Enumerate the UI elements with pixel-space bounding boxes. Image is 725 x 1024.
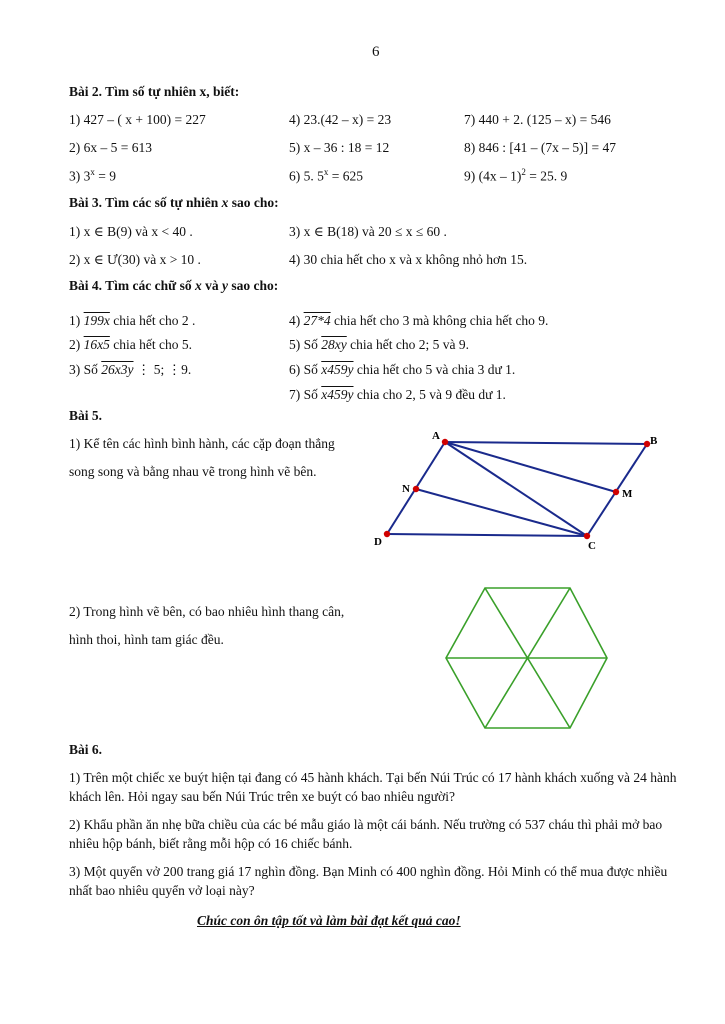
bai2-item-1: 1) 427 – ( x + 100) = 227 [69, 112, 206, 127]
segment-am [445, 442, 616, 492]
bai2-item-6: 6) 5. $5^x = 625$ [289, 167, 363, 184]
bai4-item-5: 5) Số 28xy chia hết cho 2; 5 và 9. [289, 337, 469, 352]
bai5-q1-line1: 1) Kể tên các hình bình hành, các cặp đoạn thẳng [69, 436, 335, 451]
bai3-item-4: 4) 30 chia hết cho x và x không nhỏ hơn 15. [289, 252, 528, 267]
bai4-item-4: 4) 27*4 chia hết cho 3 mà không chia hết cho 9. [289, 313, 549, 328]
label-b: B [650, 435, 658, 447]
bai2-item-2: 2) 6x – 5 = 613 [69, 140, 152, 155]
figure2-segments [446, 588, 607, 728]
bai5-q1-line2: song song và bằng nhau vẽ trong hình vẽ bên. [69, 464, 317, 479]
segment-ab [445, 442, 647, 444]
parallelogram-figure [370, 426, 670, 556]
label-d: D [374, 536, 382, 548]
label-n: N [402, 483, 410, 495]
point-m [613, 489, 619, 495]
bai4-item-6: 6) Số x459y chia hết cho 5 và chia 3 dư 1. [289, 362, 516, 377]
bai5-heading: Bài 5. [69, 408, 103, 423]
bai2-heading: Bài 2. Tìm số tự nhiên x, biết: [69, 84, 240, 99]
bai5-q2-line1: 2) Trong hình vẽ bên, có bao nhiêu hình thang cân, [69, 604, 345, 619]
label-m: M [622, 488, 633, 500]
bai3-item-3: 3) x ∈ B(18) và 20 ≤ x ≤ 60 . [289, 224, 447, 239]
bai2-item-9: 9) (4x – 1)$^2$ = 25. 9 [464, 167, 568, 184]
bai4-item-7: 7) Số x459y chia cho 2, 5 và 9 đều dư 1. [289, 387, 506, 402]
bai6-heading: Bài 6. [69, 742, 103, 757]
bai6-problem-2: 2) Khẩu phần ăn nhẹ bữa chiều của các bé mẫu giáo là một cái bánh. Nếu trường có 537 cháu thì phải mở bao nhiêu hộp bánh, biết rằng mỗi hộp có 16 chiếc bánh. [69, 817, 663, 851]
segment-ac [445, 442, 587, 536]
bai2-item-8: 8) 846 : [41 – (7x – 5)] = 47 [464, 140, 616, 155]
point-a [442, 439, 448, 445]
label-c: C [588, 540, 596, 552]
bai6-problem-3: 3) Một quyển vở 200 trang giá 17 nghìn đồng. Bạn Minh có 400 nghìn đồng. Hỏi Minh có thể mua được nhiều nhất bao nhiêu quyển vở loại này? [69, 864, 668, 898]
bai2-item-3: 3) $3^x = 9$ [69, 167, 116, 184]
closing-message: Chúc con ôn tập tốt và làm bài đạt kết quả cao! [197, 913, 461, 928]
segment-cd [387, 534, 587, 536]
point-n [413, 486, 419, 492]
bai2-item-5: 5) x – 36 : 18 = 12 [289, 140, 390, 155]
bai2-item-4: 4) 23.(42 – x) = 23 [289, 112, 392, 127]
segment-nc [416, 489, 587, 536]
point-c [584, 533, 590, 539]
bai3-item-2: 2) x ∈ Ư(30) và x > 10 . [69, 252, 201, 267]
page-number: 6 [372, 44, 380, 60]
bai4-item-3: 3) Số 26x3y ⋮ 5; ⋮9. [69, 362, 192, 377]
bai2-item-7: 7) 440 + 2. (125 – x) = 546 [464, 112, 611, 127]
label-a: A [432, 430, 440, 442]
bai4-item-2: 2) 16x5 chia hết cho 5. [69, 337, 192, 352]
point-d [384, 531, 390, 537]
bai6-problem-1: 1) Trên một chiếc xe buýt hiện tại đang có 45 hành khách. Tại bến Núi Trúc có 17 hành khách xuống và 24 hành khách lên. Hỏi ngay sau bến Núi Trúc trên xe buýt có bao nhiêu người? [69, 770, 677, 804]
bai3-item-1: 1) x ∈ B(9) và x < 40 . [69, 224, 193, 239]
hexagon-figure [440, 584, 610, 734]
bai3-heading: Bài 3. Tìm các số tự nhiên x sao cho: [69, 195, 279, 210]
bai4-item-1: 1) 199x chia hết cho 2 . [69, 313, 196, 328]
bai5-q2-line2: hình thoi, hình tam giác đều. [69, 632, 224, 647]
figure1-segments [387, 442, 647, 536]
bai4-heading: Bài 4. Tìm các chữ số x và y sao cho: [69, 278, 279, 293]
